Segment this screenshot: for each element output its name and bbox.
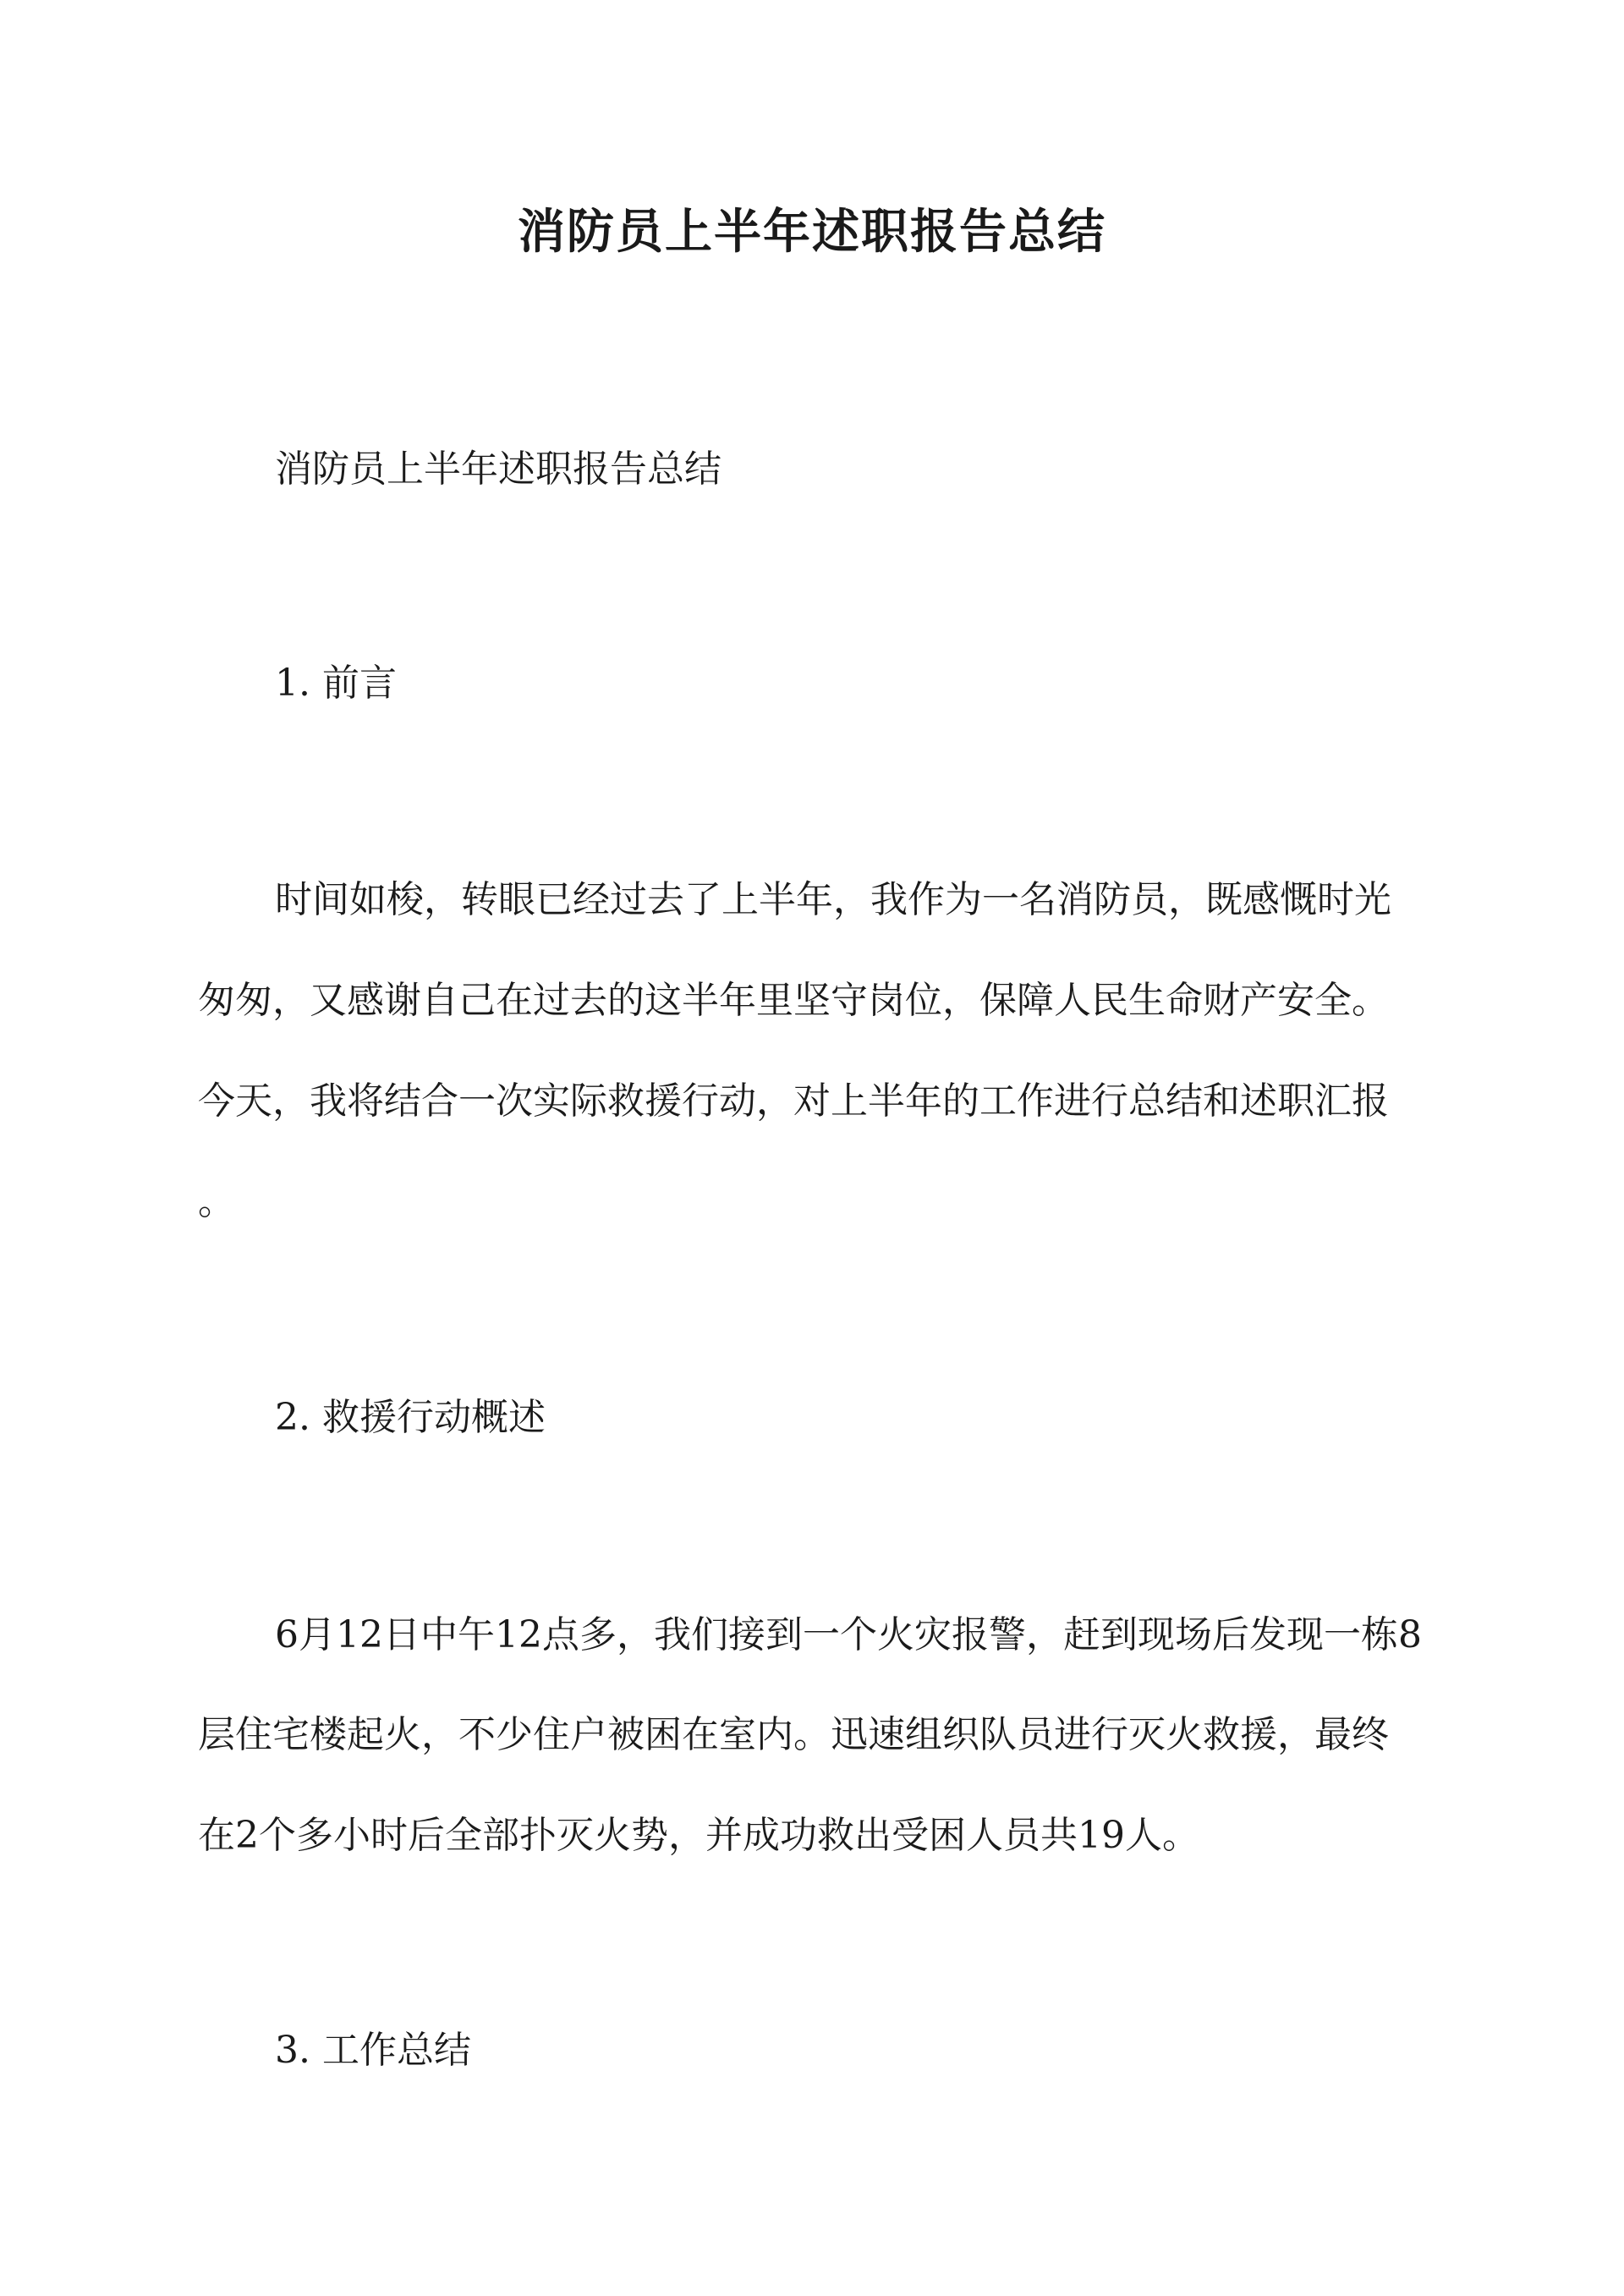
section-heading-work-summary: 3. 工作总结 <box>275 2029 471 2072</box>
document-title: 消防员上半年述职报告总结 <box>518 204 1106 260</box>
paragraph-line: 。 <box>198 1180 235 1223</box>
paragraph-line: 层住宅楼起火，不少住户被困在室内。迅速组织队员进行灭火救援，最终 <box>198 1713 1389 1756</box>
paragraph-line: 6月12日中午12点多，我们接到一个火灾报警，赶到现场后发现一栋8 <box>275 1613 1422 1656</box>
section-heading-rescue-overview: 2. 救援行动概述 <box>275 1396 546 1439</box>
paragraph-line: 在2个多小时后全部扑灭火势，并成功救出受困人员共19人。 <box>198 1814 1199 1857</box>
paragraph-line: 今天，我将结合一次实际救援行动，对上半年的工作进行总结和述职汇报 <box>198 1079 1389 1123</box>
paragraph-line: 时间如梭，转眼已经过去了上半年，我作为一名消防员，既感慨时光 <box>275 878 1391 921</box>
section-heading-preface: 1. 前言 <box>275 662 397 705</box>
paragraph-line: 匆匆，又感谢自己在过去的这半年里坚守岗位，保障人民生命财产安全。 <box>198 979 1389 1022</box>
document-subtitle: 消防员上半年述职报告总结 <box>275 448 721 491</box>
